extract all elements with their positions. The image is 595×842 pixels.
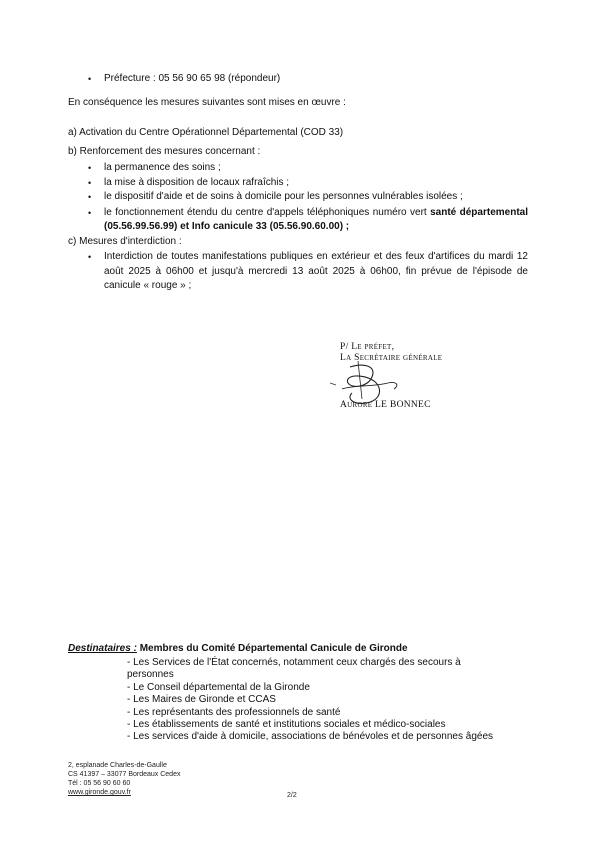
list-item: • Interdiction de toutes manifestations publiques en extérieur et des feux d'artifices du mardi 12 août 2025 à 06h00 et jusqu'à mercredi 13 août 2025 à 06h00, fin prévue de l'épisode de canicule « rouge » ; [88,250,528,294]
section-b: b) Renforcement des mesures concernant : [68,146,261,157]
list-item: • le dispositif d'aide et de soins à domicile pour les personnes vulnérables isolées ; [88,190,528,205]
page-number: 2/2 [287,792,297,799]
list-item: - Les établissements de santé et institutions sociales et médico-sociales [127,719,446,731]
recipients-heading [68,643,408,654]
consequence-line: En conséquence les mesures suivantes sont mises en œuvre : [68,97,346,108]
section-a: a) Activation du Centre Opérationnel Départemental (COD 33) [68,127,344,138]
list-item: - Les Services de l'État concernés, notamment ceux chargés des secours à [127,657,461,668]
footer-address [68,761,180,797]
section-c: c) Mesures d'interdiction : [68,236,182,247]
section-b-list [88,161,528,235]
list-item: - Le Conseil départemental de la Gironde [127,681,310,693]
recipients-list [127,657,527,744]
list-item: • la mise à disposition de locaux rafraîchis ; [88,176,528,191]
list-item: - Les services d'aide à domicile, associations de bénévoles et de personnes âgées [127,731,494,743]
list-item: - Les représentants des professionnels de santé [127,706,341,718]
signature-line1: P/ Le préfet, [340,342,395,352]
signature-line2: La Secrétaire générale [340,353,443,363]
prefecture-line: • Préfecture : 05 56 90 65 98 (répondeur) [88,72,280,87]
prefecture-list [88,72,280,87]
list-item-text: le fonctionnement étendu du centre d'appels téléphoniques numéro vert [104,206,431,218]
footer-line: Tél : 05 56 90 60 60 [68,780,131,787]
list-item-bold-text: santé départemental (05.56.99.56.99) et Info canicule 33 (05.56.90.60.00) ; [104,206,528,232]
list-item: personnes [127,669,174,681]
signature-name: Aurore LE BONNEC [340,400,431,410]
list-item [88,206,528,235]
section-c-list [88,250,528,294]
list-item: • la permanence des soins ; [88,161,528,176]
footer-line: 2, esplanade Charles-de-Gaulle [68,762,167,769]
recipients-label: Destinataires : [68,643,137,654]
footer-line: CS 41397 – 33077 Bordeaux Cedex [68,771,181,778]
list-item: - Les Maires de Gironde et CCAS [127,694,276,706]
footer-link[interactable]: www.gironde.gouv.fr [68,789,131,796]
recipients-title: Membres du Comité Départemental Canicule de Gironde [139,643,408,654]
